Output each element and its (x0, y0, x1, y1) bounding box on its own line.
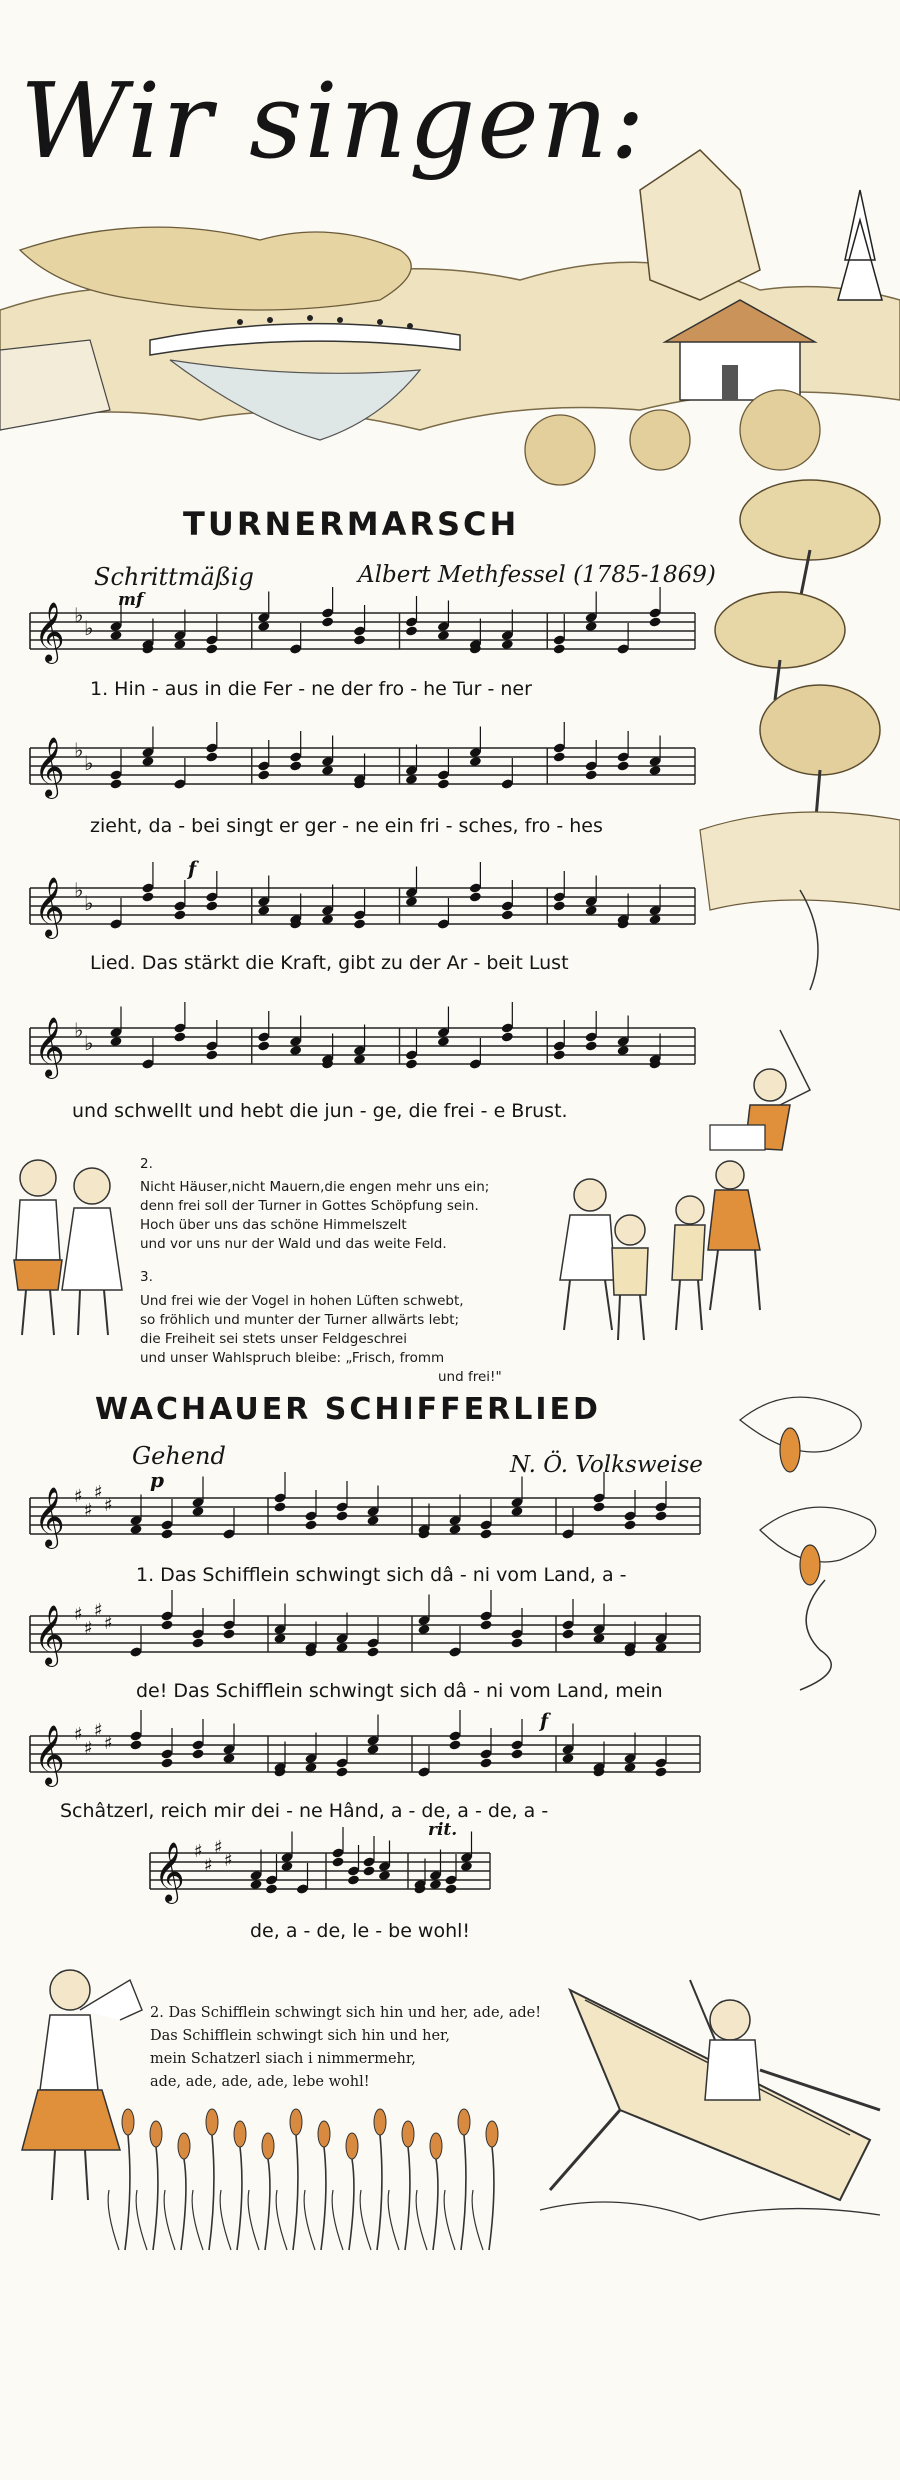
lyric-line: de, a - de, le - be wohl! (250, 1920, 471, 1942)
music-staff (30, 1482, 700, 1547)
verse-line: die Freiheit sei stets unser Feldgeschrei (140, 1331, 407, 1347)
verse-line: denn frei soll der Turner in Gottes Schöpfung sein. (140, 1198, 479, 1214)
svg-text:♯: ♯ (94, 1600, 103, 1621)
verse-line: Nicht Häuser,nicht Mauern,die engen mehr uns ein; (140, 1179, 490, 1195)
svg-text:♭: ♭ (74, 878, 84, 902)
verse-line: mein Schatzerl siach i nimmermehr, (150, 2051, 416, 2067)
verse-line: und unser Wahlspruch bleibe: „Frisch, fromm (140, 1350, 445, 1366)
svg-text:♭: ♭ (74, 603, 84, 627)
music-staff (30, 602, 695, 662)
verse-line: Das Schifflein schwingt sich hin und her, (150, 2028, 450, 2044)
dynamic-f: f (540, 1710, 549, 1732)
trees-illustration (690, 470, 900, 990)
svg-text:♯: ♯ (104, 1495, 113, 1516)
svg-text:♯: ♯ (104, 1733, 113, 1754)
verse-line: 2. Das Schifflein schwingt sich hin und her, ade, ade! (150, 2005, 542, 2021)
treble-clef-icon: 𝄞 (34, 602, 65, 662)
lyric-line: 1. Das Schifflein schwingt sich dâ - ni vom Land, a - (136, 1564, 627, 1586)
music-staff (30, 1720, 700, 1785)
svg-text:♭: ♭ (84, 891, 94, 915)
lyric-line: Lied. Das stärkt die Kraft, gibt zu der Ar - beit Lust (90, 952, 569, 974)
lyric-line: zieht, da - bei singt er ger - ne ein fri - sches, fro - hes (90, 815, 603, 837)
composer-credit: Albert Methfessel (1785-1869) (358, 562, 716, 588)
tempo-marking: Schrittmäßig (94, 563, 254, 591)
dynamic-p: p (150, 1468, 164, 1492)
music-staff (150, 1837, 580, 1902)
cattail-illustration (730, 1390, 900, 1690)
boat-illustration (540, 1960, 900, 2220)
reeds-illustration (110, 2100, 530, 2250)
children-illustration (520, 1030, 820, 1370)
lyric-line: 1. Hin - aus in die Fer - ne der fro - he Tur - ner (90, 678, 532, 700)
treble-clef-icon: 𝄞 (34, 1487, 65, 1547)
verse-line: und vor uns nur der Wald und das weite Feld. (140, 1236, 447, 1252)
song-title-turnermarsch: TURNERMARSCH (183, 505, 520, 543)
svg-text:♭: ♭ (84, 751, 94, 775)
svg-text:♯: ♯ (214, 1837, 223, 1858)
svg-text:♯: ♯ (94, 1720, 103, 1741)
treble-clef-icon: 𝄞 (34, 1017, 65, 1077)
song-title-schifferlied: WACHAUER SCHIFFERLIED (95, 1392, 601, 1427)
page-title: Wir singen: (20, 60, 647, 182)
music-staff (30, 737, 695, 797)
treble-clef-icon: 𝄞 (154, 1842, 185, 1902)
svg-text:♯: ♯ (74, 1724, 83, 1745)
svg-text:♯: ♯ (204, 1855, 213, 1876)
lyric-line: de! Das Schifflein schwingt sich dâ - ni vom Land, mein (136, 1680, 663, 1702)
verse-line: und frei!" (438, 1369, 502, 1385)
svg-text:♯: ♯ (194, 1841, 203, 1862)
svg-text:♯: ♯ (84, 1500, 93, 1521)
landscape-illustration (0, 150, 900, 510)
lyric-line: Schâtzerl, reich mir dei - ne Hând, a - de, a - de, a - (60, 1800, 549, 1822)
verse-line: Hoch über uns das schöne Himmelszelt (140, 1217, 407, 1233)
svg-text:♭: ♭ (74, 1018, 84, 1042)
dynamic-mf: mf (118, 590, 144, 610)
verse-line: Und frei wie der Vogel in hohen Lüften schwebt, (140, 1293, 464, 1309)
verse-line: ade, ade, ade, ade, lebe wohl! (150, 2074, 370, 2090)
svg-text:♯: ♯ (94, 1482, 103, 1503)
verse-line: so fröhlich und munter der Turner allwärts lebt; (140, 1312, 460, 1328)
svg-text:♯: ♯ (224, 1850, 233, 1871)
svg-text:♭: ♭ (84, 616, 94, 640)
treble-clef-icon: 𝄞 (34, 737, 65, 797)
svg-text:♯: ♯ (84, 1738, 93, 1759)
verse-number: 2. (140, 1156, 153, 1172)
music-staff (30, 1600, 700, 1665)
treble-clef-icon: 𝄞 (34, 1725, 65, 1785)
svg-text:♯: ♯ (84, 1618, 93, 1639)
children-illustration (0, 1150, 130, 1340)
tempo-marking: Gehend (132, 1442, 226, 1470)
lyric-line: und schwellt und hebt die jun - ge, die frei - e Brust. (72, 1100, 568, 1122)
svg-text:♭: ♭ (74, 738, 84, 762)
treble-clef-icon: 𝄞 (34, 877, 65, 937)
verse-number: 3. (140, 1269, 153, 1285)
svg-text:♯: ♯ (104, 1613, 113, 1634)
dynamic-f: f (188, 858, 197, 880)
composer-credit: N. Ö. Volksweise (510, 1452, 703, 1478)
svg-text:♯: ♯ (74, 1604, 83, 1625)
treble-clef-icon: 𝄞 (34, 1605, 65, 1665)
ritardando-marking: rit. (428, 1820, 458, 1840)
music-staff (30, 877, 695, 937)
svg-text:♭: ♭ (84, 1031, 94, 1055)
svg-text:♯: ♯ (74, 1486, 83, 1507)
